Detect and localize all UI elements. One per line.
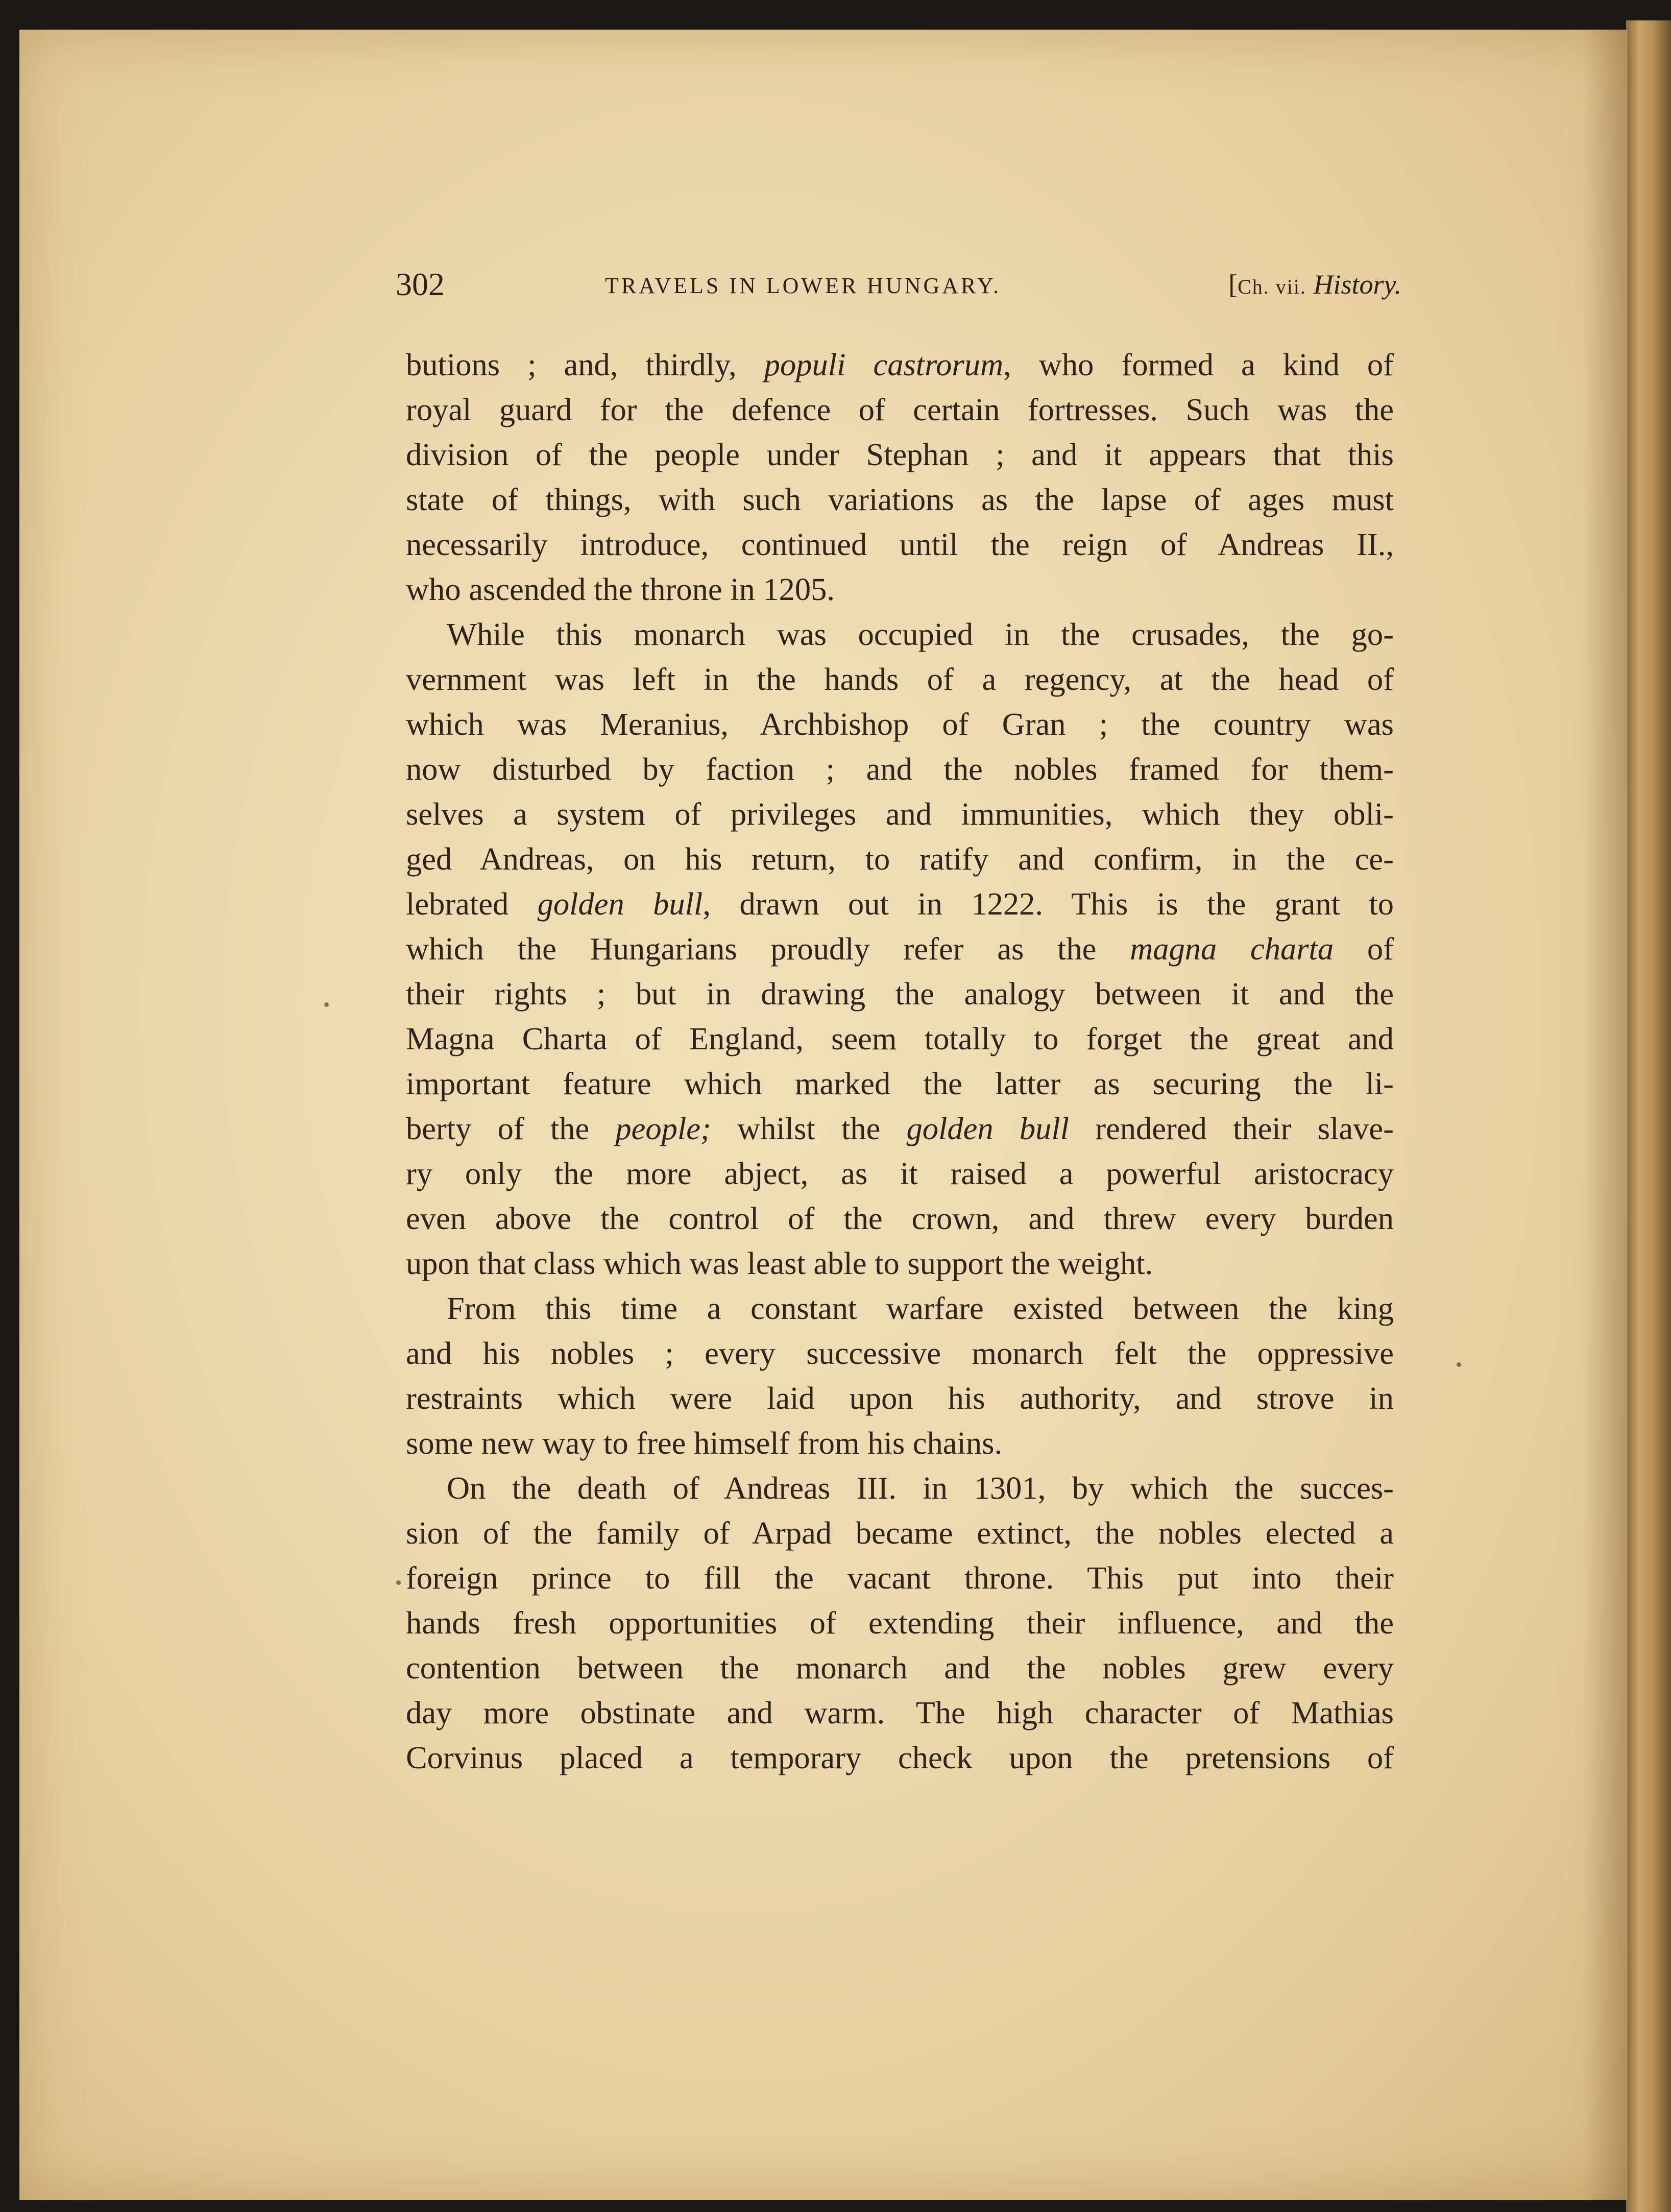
- text-line: upon that class which was least able to support the weight.: [406, 1245, 1153, 1281]
- text-line: ged Andreas, on his return, to ratify and confirm, in the ce-: [406, 841, 1394, 877]
- text-line: royal guard for the defence of certain fortresses. Such was the: [406, 392, 1394, 427]
- text-line: From this time a constant warfare existed between the king: [447, 1290, 1394, 1326]
- chapter-number: Ch. vii.: [1238, 275, 1306, 298]
- body-text: [406, 342, 1394, 1780]
- text-line: vernment was left in the hands of a regency, at the head of: [406, 661, 1394, 697]
- text-line: important feature which marked the latter as securing the li-: [406, 1066, 1394, 1101]
- chapter-topic: History.: [1313, 269, 1401, 300]
- text-line: foreign prince to fill the vacant throne. This put into their: [406, 1560, 1394, 1596]
- page-edge: [1626, 20, 1671, 2212]
- text-line: sion of the family of Arpad became extinct, the nobles elected a: [406, 1515, 1394, 1551]
- text-line: their rights ; but in drawing the analogy between it and the: [406, 976, 1394, 1012]
- text-line: Corvinus placed a temporary check upon the pretensions of: [406, 1740, 1394, 1775]
- page-number: 302: [396, 266, 445, 302]
- text-line: berty of the people; whilst the golden bull rendered their slave-: [406, 1111, 1394, 1146]
- chapter-bracket: [: [1228, 269, 1238, 300]
- text-line: some new way to free himself from his chains.: [406, 1425, 1003, 1461]
- paper-speck: [396, 1580, 401, 1585]
- text-line: and his nobles ; every successive monarch felt the oppressive: [406, 1335, 1394, 1371]
- running-title: TRAVELS IN LOWER HUNGARY.: [605, 273, 1002, 298]
- text-line: While this monarch was occupied in the crusades, the go-: [447, 616, 1394, 652]
- text-line: contention between the monarch and the nobles grew every: [406, 1650, 1394, 1686]
- text-line: now disturbed by faction ; and the nobles framed for them-: [406, 751, 1394, 787]
- text-line: day more obstinate and warm. The high character of Mathias: [406, 1695, 1394, 1730]
- text-line: who ascended the throne in 1205.: [406, 571, 835, 607]
- text-line: which the Hungarians proudly refer as the magna charta of: [406, 931, 1394, 967]
- text-line: necessarily introduce, continued until the reign of Andreas II.,: [406, 526, 1394, 562]
- text-line: hands fresh opportunities of extending their influence, and the: [406, 1605, 1394, 1641]
- text-line: state of things, with such variations as the lapse of ages must: [406, 482, 1394, 517]
- chapter-reference: [1228, 269, 1401, 300]
- text-line: butions ; and, thirdly, populi castrorum, who formed a kind of: [406, 347, 1394, 382]
- text-line: Magna Charta of England, seem totally to forget the great and: [406, 1021, 1394, 1056]
- running-header: [396, 266, 1401, 311]
- text-line: On the death of Andreas III. in 1301, by which the succes-: [447, 1470, 1394, 1506]
- gutter-shadow: [1583, 30, 1629, 2200]
- text-line: selves a system of privileges and immunities, which they obli-: [406, 796, 1394, 832]
- text-line: even above the control of the crown, and threw every burden: [406, 1200, 1394, 1236]
- paper-speck: [1457, 1362, 1461, 1367]
- text-line: restraints which were laid upon his authority, and strove in: [406, 1380, 1394, 1416]
- text-line: ry only the more abject, as it raised a powerful aristocracy: [406, 1156, 1394, 1191]
- text-line: division of the people under Stephan ; and it appears that this: [406, 437, 1394, 472]
- text-line: lebrated golden bull, drawn out in 1222. This is the grant to: [406, 886, 1394, 922]
- text-line: which was Meranius, Archbishop of Gran ; the country was: [406, 706, 1394, 742]
- paper-speck: [324, 1002, 329, 1007]
